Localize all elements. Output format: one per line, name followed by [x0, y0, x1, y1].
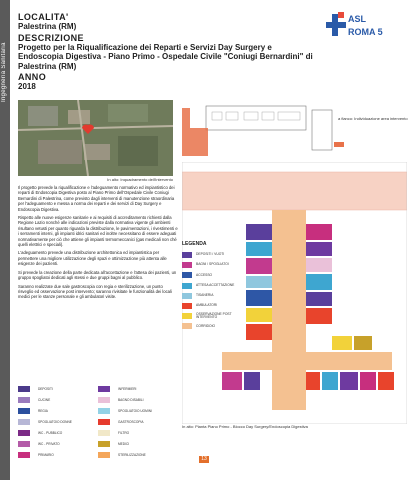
legend-label: SPOGLIATOIO UOMINI	[118, 409, 152, 413]
plan-note: a fianco: Individuazione area intervento	[338, 116, 408, 121]
logo-line-2: ROMA 5	[348, 27, 383, 37]
legend-swatch	[98, 430, 110, 436]
paragraph: L'adeguamento prevede una distribuzione architettonica ed impiantistica per permettere una migliore utilizzazione degli spazi e ottimizzazione più attenta alle esigenze dei pazienti.	[18, 250, 167, 267]
aerial-photo	[18, 100, 173, 176]
room-legend-item	[98, 397, 144, 403]
descrizione-value: Progetto per la Riqualificazione dei Reparti e Servizi Day Surgery e Endoscopia Digestiva - Piano Primo - Ospedale Civile "Coniugi Bernardini" di Palestrina (RM)	[18, 42, 313, 71]
page-number: 13	[199, 456, 209, 463]
legend-swatch	[18, 386, 30, 392]
legend-label: WC - PRIVATO	[38, 442, 60, 446]
anno-label: ANNO	[18, 72, 47, 82]
legend-label: BAGNI / SPOGLIATOI	[196, 262, 229, 267]
legend-item	[182, 270, 244, 280]
room-legend-item	[98, 430, 129, 436]
legend-swatch	[182, 293, 192, 299]
legend-label: CORRIDOIO	[196, 323, 216, 328]
legend-label: INFERMIERI	[118, 387, 137, 391]
anno-value: 2018	[18, 82, 36, 91]
legend-swatch	[182, 303, 192, 309]
legend-swatch	[18, 430, 30, 436]
paragraph: Si prevede la creazione della parte dedicata all'accettazione e l'attesa dei pazienti, un gruppo spogliatoi dedicati agli stessi e due gruppi bagni al pubblico.	[18, 269, 177, 281]
legend-label: DEPOSITI / VUOTI	[196, 252, 225, 257]
legend-label: AMBULATORI	[196, 303, 218, 308]
room-legend-item	[18, 408, 48, 414]
photo-caption: In alto: Inquadramento dell'intervento	[107, 177, 173, 182]
legend-swatch	[18, 408, 30, 414]
room-legend	[18, 386, 178, 466]
legend-swatch	[98, 386, 110, 392]
legend-label: BAGNO DISABILI	[118, 398, 144, 402]
plan-caption: In alto: Pianta Piano Primo - Blocco Day Surgery/Endoscopia Digestiva	[182, 424, 308, 429]
room-legend-item	[18, 452, 54, 458]
paragraph: Rispetto alle nuove esigenze sanitarie e ai requisiti di accreditamento richiesti dalla Regione Lazio nonché alle indicazioni previste dalla normativa vigente gli ambienti risultano vetusti per quanto riguarda la distribuzione, le pavimentazioni, i rivestimenti e i serramenti interni, gli impianti idrici sanitari ed inoltre necessitano di essere adeguati normativamente per ciò che attiene gli impianti termomeccanici (gas medicali non ché quelli elettrici e speciali).	[18, 215, 178, 248]
legend-swatch	[182, 313, 192, 319]
legend-swatch	[98, 408, 110, 414]
plan-legend	[182, 241, 244, 332]
legend-item	[182, 281, 244, 291]
legend-label: SPOGLIATOIO DONNE	[38, 420, 72, 424]
legend-title: LEGENDA	[182, 241, 207, 247]
legend-label: TISANERIA	[196, 293, 214, 298]
legend-swatch	[98, 441, 110, 447]
room-legend-item	[18, 441, 60, 447]
room-legend-item	[98, 419, 144, 425]
site-plan	[182, 92, 407, 157]
legend-label: GASTROSCOPIA	[118, 420, 144, 424]
room-legend-item	[98, 441, 129, 447]
sidebar-strip	[0, 0, 10, 480]
room-legend-item	[18, 397, 50, 403]
legend-item	[182, 301, 244, 311]
legend-swatch	[18, 441, 30, 447]
legend-item	[182, 311, 244, 321]
legend-label: OSSERVAZIONE POST INTERVENTO	[196, 311, 232, 320]
legend-swatch	[182, 283, 192, 289]
legend-label: ATTESA ACCETTAZIONE	[196, 282, 235, 287]
legend-label: FILTRO	[118, 431, 130, 435]
room-legend-item	[98, 386, 136, 392]
legend-swatch	[18, 397, 30, 403]
project-header	[18, 12, 318, 93]
legend-swatch	[182, 252, 192, 258]
project-description	[18, 185, 178, 303]
legend-swatch	[98, 452, 110, 458]
legend-item	[182, 321, 244, 331]
legend-label: CUCINE	[38, 398, 51, 402]
legend-swatch	[182, 262, 192, 268]
legend-item	[182, 250, 244, 260]
legend-label: WC - PUBBLICO	[38, 431, 63, 435]
legend-swatch	[182, 323, 192, 329]
legend-swatch	[98, 397, 110, 403]
legend-swatch	[98, 419, 110, 425]
legend-swatch	[182, 272, 192, 278]
legend-item	[182, 260, 244, 270]
logo-line-1: ASL	[348, 14, 366, 24]
localita-label: LOCALITA'	[18, 12, 69, 22]
legend-swatch	[18, 419, 30, 425]
legend-label: PRIMARIO	[38, 453, 54, 457]
room-legend-item	[18, 430, 62, 436]
legend-label: DEPOSITI	[38, 387, 53, 391]
legend-label: MEDICI	[118, 442, 130, 446]
room-legend-item	[98, 408, 152, 414]
legend-swatch	[18, 452, 30, 458]
asl-logo	[326, 10, 400, 48]
legend-label: ACCESSO	[196, 272, 213, 277]
legend-label: STERILIZZAZIONE	[118, 453, 146, 457]
sidebar-label: Ingegneria Sanitaria	[1, 42, 7, 102]
paragraph: Saranno realizzate due sale gastroscopia con regia e sterilizzazione, un punto risveglio ed osservazione post intervento; saranno rivisitate le funzionalità dei locali medici per le stanze personale e gli ambulatori visite.	[18, 283, 172, 300]
room-legend-item	[18, 419, 72, 425]
legend-item	[182, 291, 244, 301]
descrizione-label: DESCRIZIONE	[18, 32, 84, 43]
room-legend-item	[18, 386, 53, 392]
localita-value: Palestrina (RM)	[18, 22, 77, 31]
paragraph: Il progetto prevede la riqualificazione e l'adeguamento normativo ed impiantistico dei reparti di Endoscopia Digestiva posto al Piano Primo dell'Ospedale Civile Coniugi Bernardini di Palestrina, come previsto dagli interventi di manutenzione straordinaria per l'adeguamento e messa a norma dei reparti e dei servizi di Day Surgery e Endoscopia Digestiva.	[18, 185, 175, 212]
legend-label: REGIA	[38, 409, 48, 413]
room-legend-item	[98, 452, 146, 458]
